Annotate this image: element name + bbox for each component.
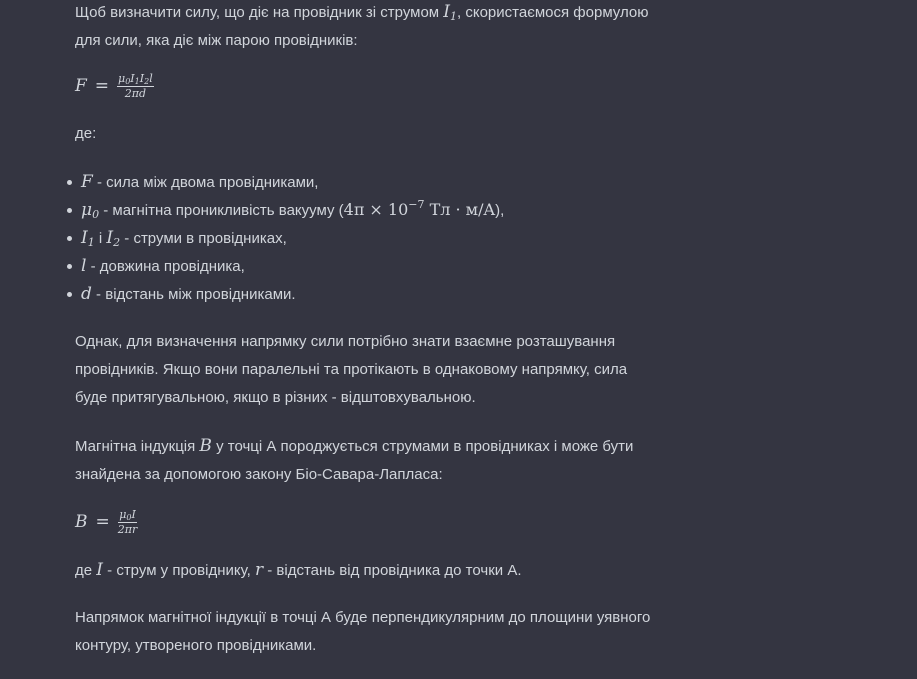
force-denominator: 2πd	[124, 86, 147, 100]
force-numerator: $\mu_0I_1I_2l$	[118, 71, 153, 86]
induction-numerator: $\mu_0I$	[119, 507, 136, 522]
math-var-F: F	[81, 172, 93, 192]
intro-text-cont: , скористаємося формулою	[457, 4, 649, 21]
math-var-l: l	[81, 256, 87, 276]
list-item: l - довжина провідника,	[0, 252, 504, 280]
induction-fraction	[118, 509, 138, 536]
force-formula	[75, 72, 154, 100]
where-paragraph: де I - струм у провіднику, r - відстань від провідника до точки А.	[75, 560, 522, 580]
list-item: F - сила між двома провідниками,	[0, 168, 504, 196]
formula-equals: =	[94, 76, 110, 96]
bullet-dot	[67, 208, 72, 213]
induction-formula	[75, 508, 137, 536]
variables-list	[0, 168, 504, 308]
where-label: де:	[75, 125, 97, 142]
formula-lhs-F: F	[75, 76, 87, 96]
math-var-I1: $I_1$	[81, 228, 95, 249]
math-var-I2: $I_2$	[106, 228, 121, 249]
induction-denominator: 2πr	[117, 522, 138, 536]
math-var-I: I	[96, 560, 103, 580]
math-var-mu0: $\mu_0$	[81, 200, 100, 221]
math-var-r: r	[254, 560, 264, 580]
list-item: $I_1$ і $I_2$ - струми в провідниках,	[0, 224, 504, 252]
final-paragraph: Напрямок магнітної індукції в точці А буде перпендикулярним до площини уявного контуру, утвореного провідниками.	[75, 609, 651, 654]
induction-paragraph: Магнітна індукція B у точці А породжується струмами в провідниках і може бути знайдена за допомогою закону Біо-Савара-Лапласа:	[75, 436, 634, 483]
math-var-B: B	[199, 436, 212, 456]
list-item: $\mu_0$ - магнітна проникливість вакууму ($4\pi \times 10^{-7}$ Тл · м/A),	[0, 196, 504, 224]
force-fraction	[117, 73, 154, 100]
formula-equals: =	[95, 512, 110, 532]
list-item: d - відстань між провідниками.	[0, 280, 504, 308]
bullet-dot	[67, 264, 72, 269]
intro-paragraph	[75, 0, 715, 55]
bullet-dot	[67, 292, 72, 297]
bullet-dot	[67, 180, 72, 185]
math-var-d: d	[81, 284, 92, 304]
intro-text-line2: для сили, яка діє між парою провідників:	[75, 32, 358, 49]
intro-text: Щоб визначити силу, що діє на провідник зі струмом	[75, 4, 444, 21]
mu0-value: $4\pi \times 10^{-7}$ Тл · м/A	[343, 198, 496, 219]
bullet-dot	[67, 236, 72, 241]
math-var-I1: $I_1$	[443, 2, 458, 23]
formula-lhs-B: B	[75, 512, 88, 532]
direction-paragraph: Однак, для визначення напрямку сили потрібно знати взаємне розташування провідників. Якщо вони паралельні та протікають в однаковому напрямку, сила буде притягувальною, якщо в різних - відштовхувальною.	[75, 333, 628, 406]
